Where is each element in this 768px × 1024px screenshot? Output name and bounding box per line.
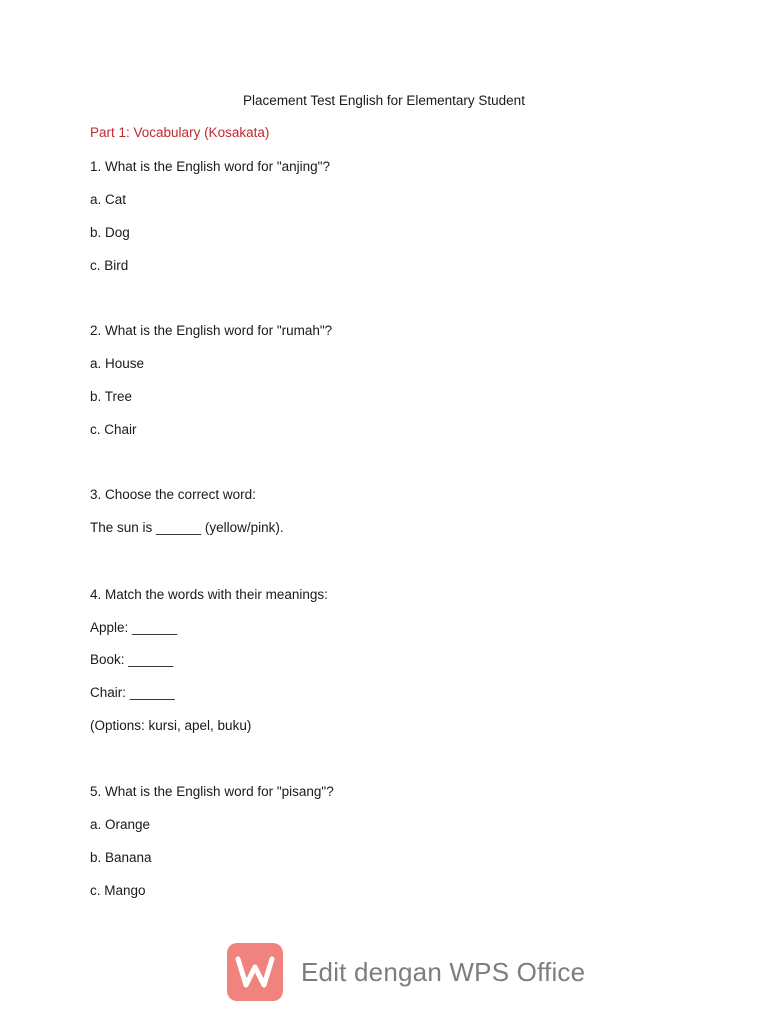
q4-apple: Apple: ______ bbox=[90, 620, 178, 635]
wps-edit-label: Edit dengan WPS Office bbox=[301, 956, 586, 987]
question-1: 1. What is the English word for "anjing"? bbox=[90, 159, 330, 174]
question-2: 2. What is the English word for "rumah"? bbox=[90, 323, 333, 338]
q2-option-c: c. Chair bbox=[90, 422, 137, 437]
q1-option-b: b. Dog bbox=[90, 225, 130, 240]
document-title: Placement Test English for Elementary Student bbox=[243, 93, 525, 108]
q5-option-a: a. Orange bbox=[90, 817, 151, 832]
wps-edit-banner[interactable] bbox=[227, 942, 587, 1002]
q4-options: (Options: kursi, apel, buku) bbox=[90, 718, 252, 733]
section-heading: Part 1: Vocabulary (Kosakata) bbox=[90, 125, 270, 140]
q4-chair: Chair: ______ bbox=[90, 685, 175, 700]
question-5: 5. What is the English word for "pisang"? bbox=[90, 784, 334, 799]
wps-logo-icon bbox=[227, 943, 283, 1001]
q3-sentence: The sun is ______ (yellow/pink). bbox=[90, 520, 284, 535]
q5-option-b: b. Banana bbox=[90, 850, 152, 865]
q1-option-c: c. Bird bbox=[90, 258, 129, 273]
q5-option-c: c. Mango bbox=[90, 883, 146, 898]
q2-option-a: a. House bbox=[90, 356, 145, 371]
question-4: 4. Match the words with their meanings: bbox=[90, 587, 328, 602]
question-3: 3. Choose the correct word: bbox=[90, 487, 256, 502]
q1-option-a: a. Cat bbox=[90, 192, 127, 207]
q4-book: Book: ______ bbox=[90, 652, 174, 667]
q2-option-b: b. Tree bbox=[90, 389, 133, 404]
